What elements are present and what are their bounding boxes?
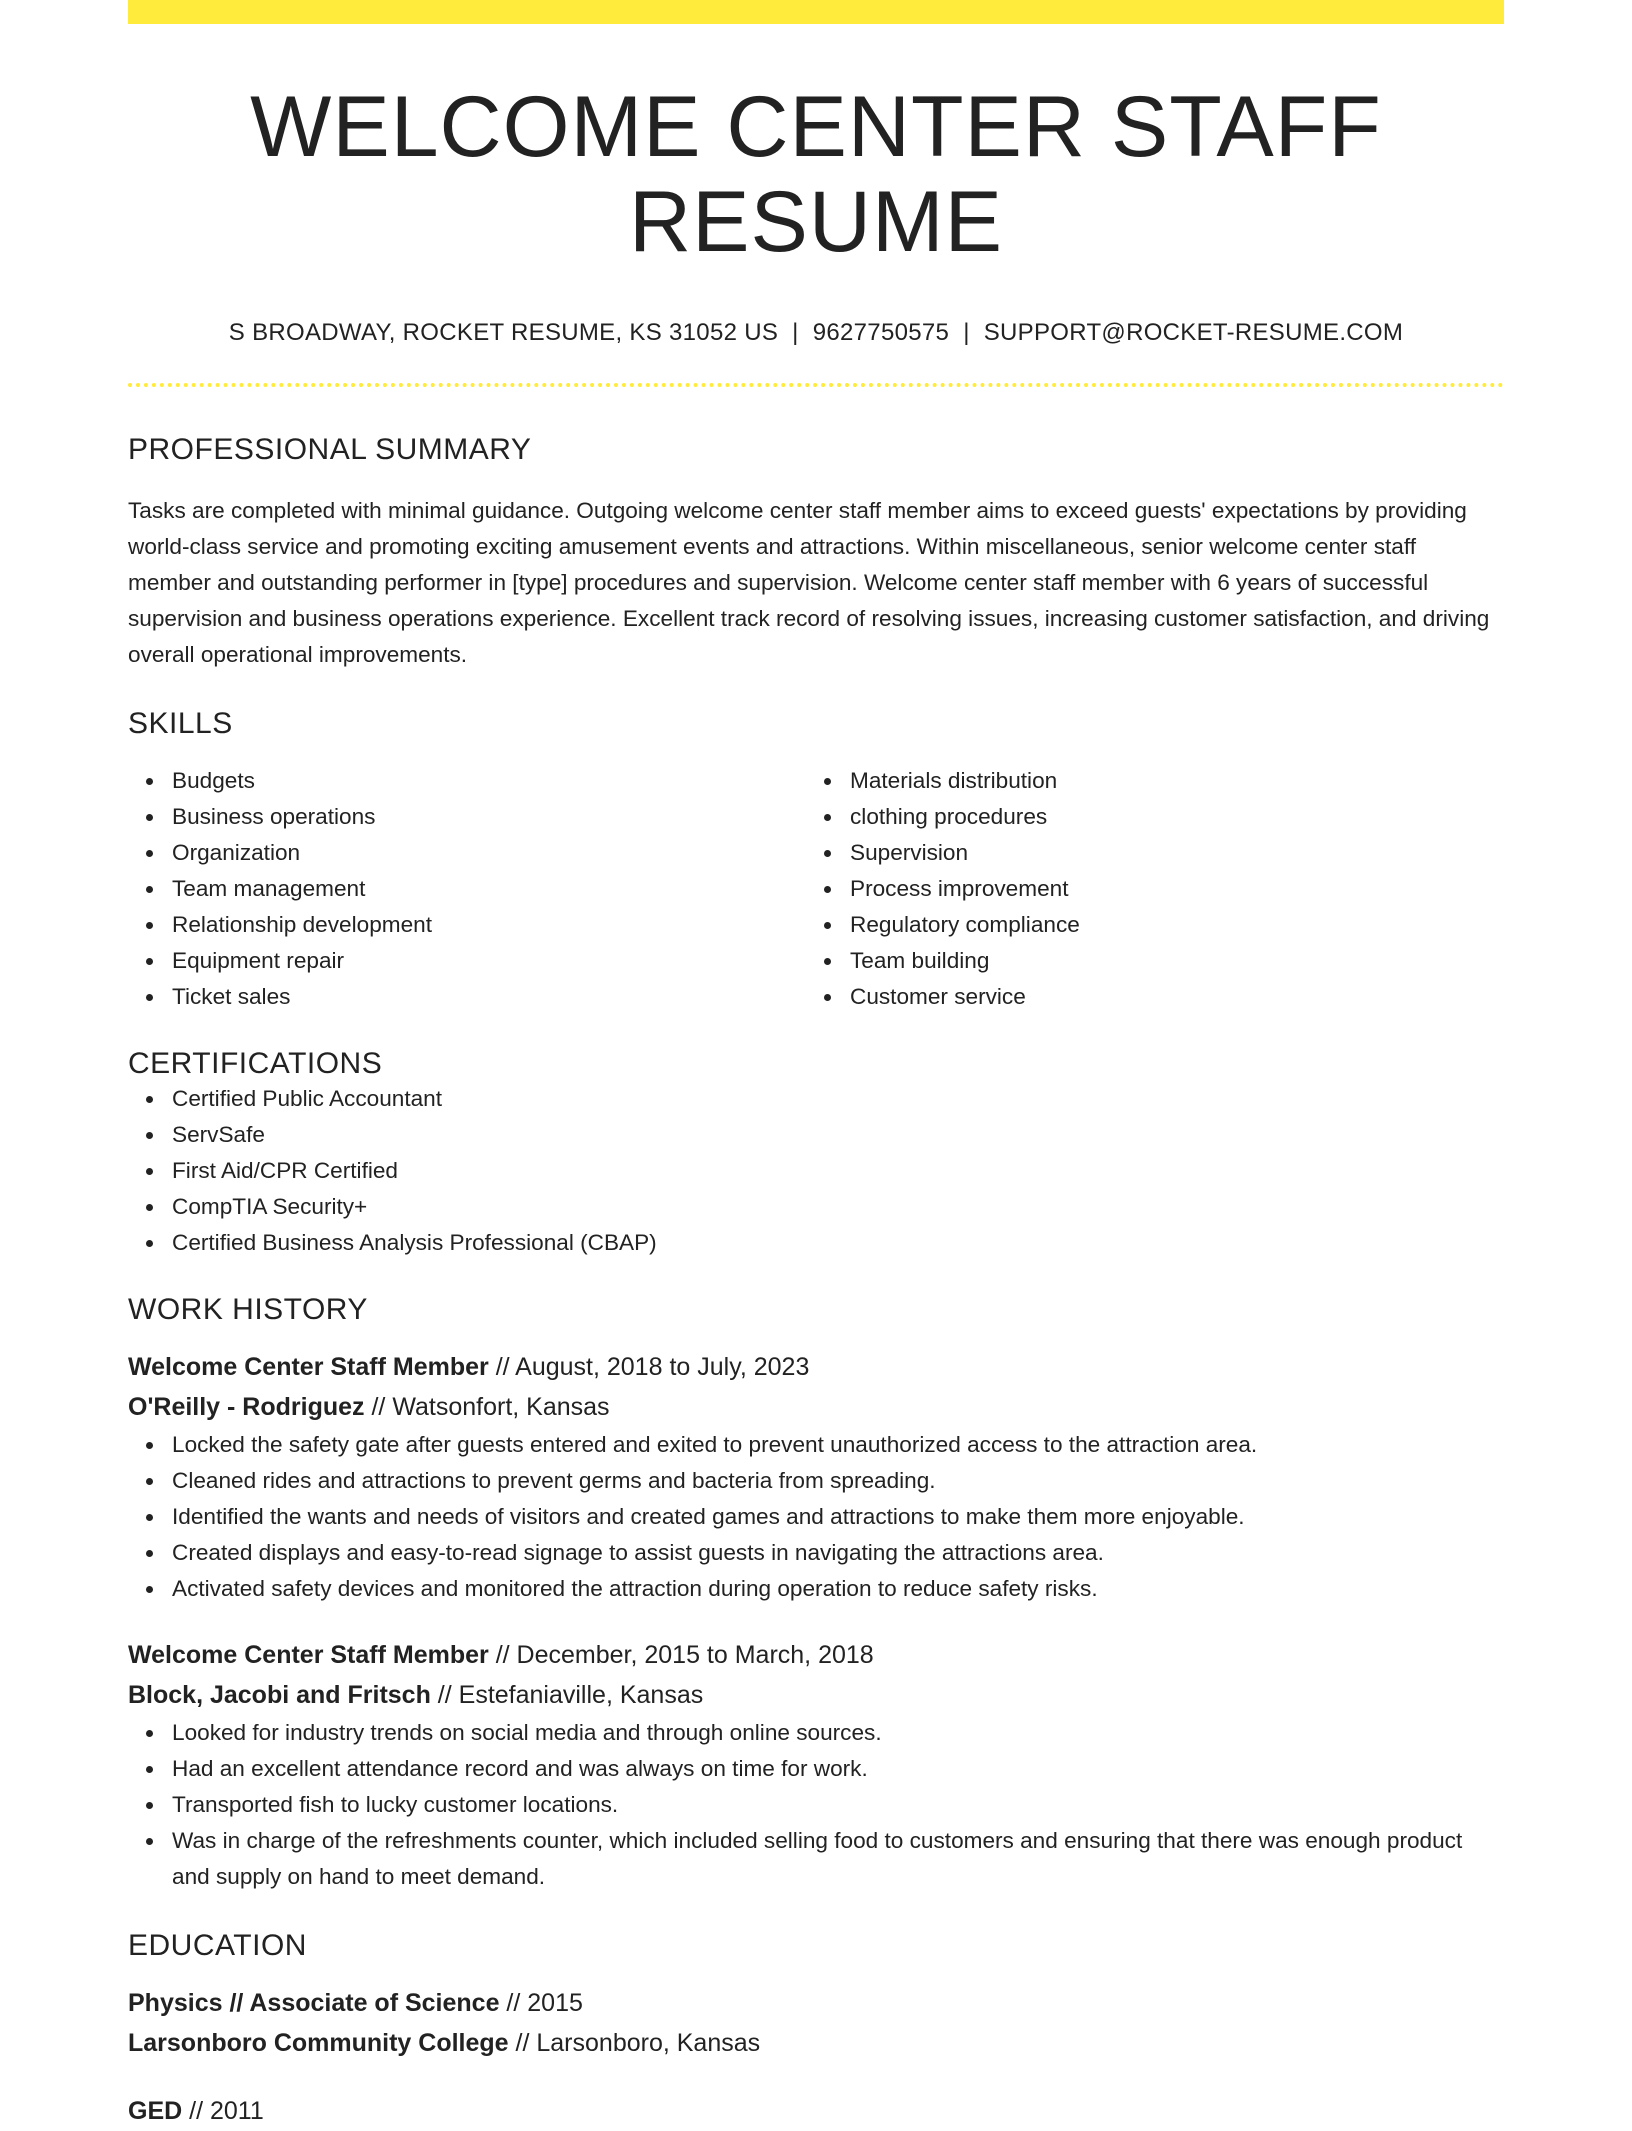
skill-item: Regulatory compliance xyxy=(850,907,1484,943)
certification-item: First Aid/CPR Certified xyxy=(172,1153,1504,1189)
resume-page xyxy=(128,0,1504,2131)
skills-columns xyxy=(128,763,1504,1015)
skill-item: Process improvement xyxy=(850,871,1484,907)
education-year: // 2011 xyxy=(182,2097,264,2126)
job-entry xyxy=(128,1635,1504,1895)
skills-list-left xyxy=(128,763,806,1015)
certification-item: ServSafe xyxy=(172,1117,1504,1153)
skills-column-left xyxy=(128,763,806,1015)
skill-item: Equipment repair xyxy=(172,943,806,979)
job-location: // Watsonfort, Kansas xyxy=(364,1393,610,1422)
job-role: Welcome Center Staff Member xyxy=(128,1353,489,1382)
certification-item: Certified Public Accountant xyxy=(172,1081,1504,1117)
job-duty: Was in charge of the refreshments counter, which included selling food to customers and ensuring that there was enough product and supply on hand to meet demand. xyxy=(172,1823,1504,1895)
education-year: // 2015 xyxy=(499,1989,583,2018)
job-location: // Estefaniaville, Kansas xyxy=(430,1681,704,1710)
job-dates: // December, 2015 to March, 2018 xyxy=(488,1641,874,1670)
skill-item: Team management xyxy=(172,871,806,907)
summary-text: Tasks are completed with minimal guidance. Outgoing welcome center staff member aims to exceed guests' expectations by providing world-class service and promoting exciting amusement events and attractions. Within miscellaneous, senior welcome center staff member and outstanding performer in [type] procedures and supervision. Welcome center staff member with 6 years of successful supervision and business operations experience. Excellent track record of resolving issues, increasing customer satisfaction, and driving overall operational improvements. xyxy=(128,498,1490,668)
job-duty: Created displays and easy-to-read signage to assist guests in navigating the attractions area. xyxy=(172,1535,1504,1571)
work-history-heading: WORK HISTORY xyxy=(128,1293,368,1327)
skill-item: Materials distribution xyxy=(850,763,1484,799)
education-entry xyxy=(128,2091,1504,2131)
dotted-divider xyxy=(128,383,1504,387)
education-degree: GED xyxy=(128,2097,183,2126)
certification-item: Certified Business Analysis Professional (CBAP) xyxy=(172,1225,1504,1261)
job-role: Welcome Center Staff Member xyxy=(128,1641,489,1670)
skill-item: Supervision xyxy=(850,835,1484,871)
education-heading: EDUCATION xyxy=(128,1929,307,1963)
education-school-line xyxy=(128,2023,1504,2063)
job-duties-list xyxy=(128,1715,1504,1895)
contact-phone: 9627750575 xyxy=(812,319,950,347)
job-duty: Transported fish to lucky customer locations. xyxy=(172,1787,1504,1823)
job-title-line xyxy=(128,1347,1504,1387)
education-location: // Larsonboro, Kansas xyxy=(508,2029,761,2058)
skill-item: Ticket sales xyxy=(172,979,806,1015)
skill-item: clothing procedures xyxy=(850,799,1484,835)
skill-item: Relationship development xyxy=(172,907,806,943)
contact-separator: | xyxy=(963,319,970,347)
job-duty: Locked the safety gate after guests entered and exited to prevent unauthorized access to the attraction area. xyxy=(172,1427,1504,1463)
contact-email: SUPPORT@ROCKET-RESUME.COM xyxy=(983,319,1404,347)
skill-item: Business operations xyxy=(172,799,806,835)
job-company: Block, Jacobi and Fritsch xyxy=(128,1681,431,1710)
job-duty: Cleaned rides and attractions to prevent germs and bacteria from spreading. xyxy=(172,1463,1504,1499)
certifications-heading: CERTIFICATIONS xyxy=(128,1047,383,1081)
job-duty: Looked for industry trends on social media and through online sources. xyxy=(172,1715,1504,1751)
job-company-line xyxy=(128,1387,1504,1427)
skill-item: Budgets xyxy=(172,763,806,799)
job-company: O'Reilly - Rodriguez xyxy=(128,1393,365,1422)
education-school: Larsonboro Community College xyxy=(128,2029,509,2058)
education-entry xyxy=(128,1983,1504,2063)
job-duty: Identified the wants and needs of visitors and created games and attractions to make them more enjoyable. xyxy=(172,1499,1504,1535)
education-degree-line xyxy=(128,2091,1504,2131)
job-duty: Had an excellent attendance record and was always on time for work. xyxy=(172,1751,1504,1787)
job-title-line xyxy=(128,1635,1504,1675)
job-dates: // August, 2018 to July, 2023 xyxy=(488,1353,810,1382)
certification-item: CompTIA Security+ xyxy=(172,1189,1504,1225)
accent-bar xyxy=(128,0,1504,24)
contact-separator: | xyxy=(792,319,799,347)
skill-item: Customer service xyxy=(850,979,1484,1015)
resume-title: WELCOME CENTER STAFF RESUME xyxy=(250,79,1382,270)
education-degree: Physics // Associate of Science xyxy=(128,1989,500,2018)
job-entry xyxy=(128,1347,1504,1607)
job-duties-list xyxy=(128,1427,1504,1607)
certifications-list xyxy=(128,1081,1504,1261)
education-degree-line xyxy=(128,1983,1504,2023)
skills-column-right xyxy=(806,763,1484,1015)
skills-list-right xyxy=(806,763,1484,1015)
summary-heading: PROFESSIONAL SUMMARY xyxy=(128,433,532,467)
job-company-line xyxy=(128,1675,1504,1715)
contact-address: S BROADWAY, ROCKET RESUME, KS 31052 US xyxy=(228,319,779,347)
skill-item: Team building xyxy=(850,943,1484,979)
contact-line xyxy=(128,319,1504,347)
skill-item: Organization xyxy=(172,835,806,871)
skills-heading: SKILLS xyxy=(128,707,233,741)
job-duty: Activated safety devices and monitored the attraction during operation to reduce safety risks. xyxy=(172,1571,1504,1607)
